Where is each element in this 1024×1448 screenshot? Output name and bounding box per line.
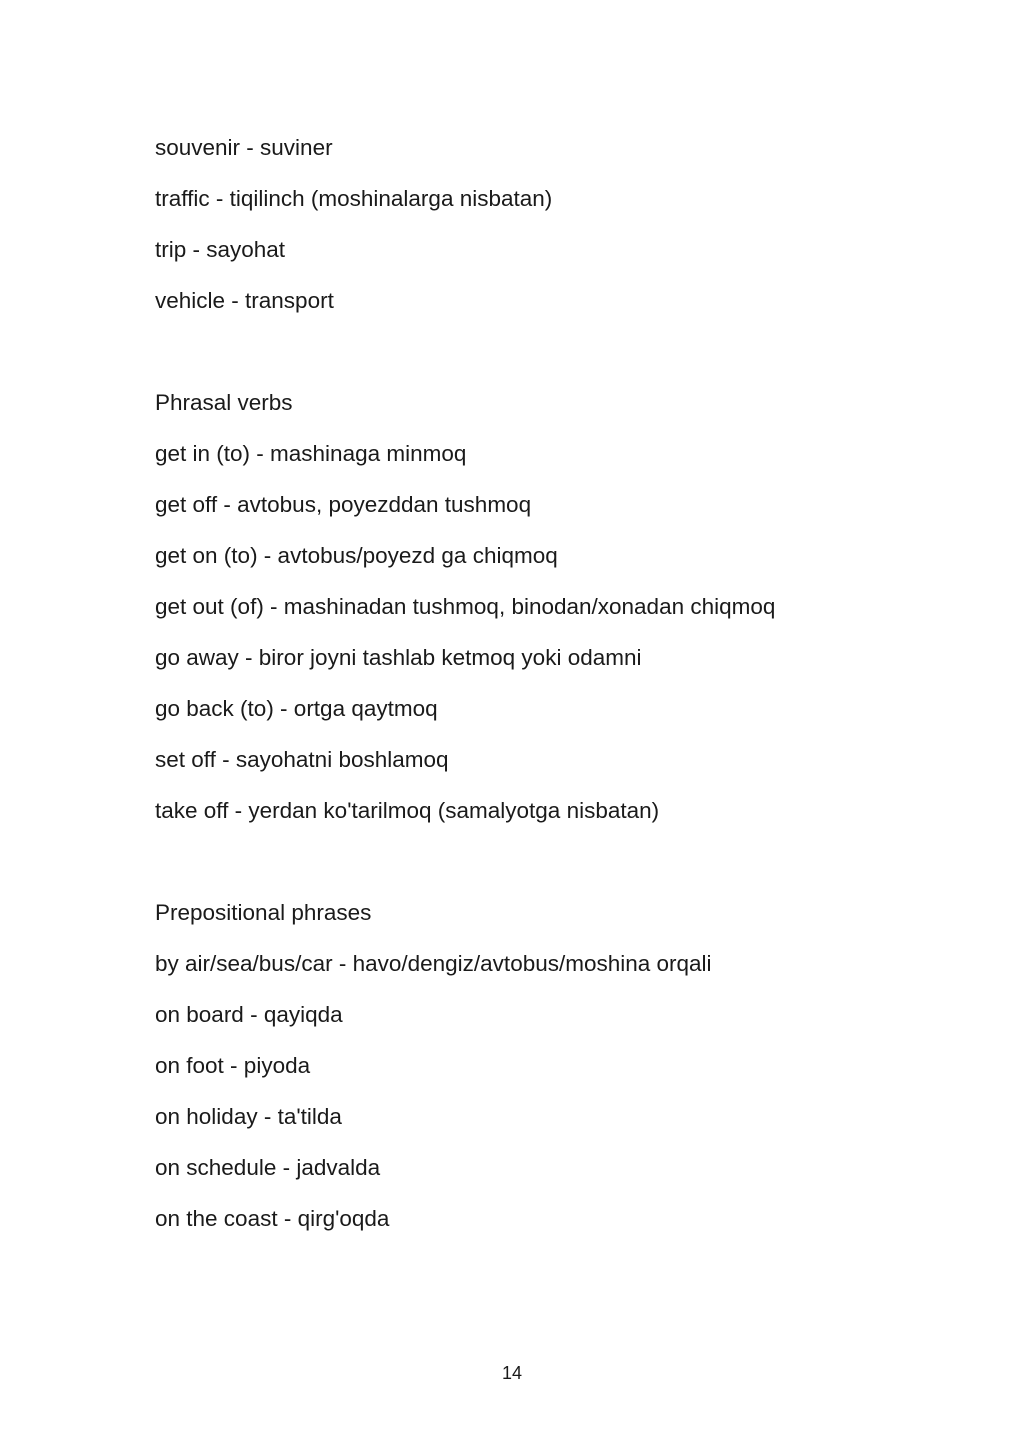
page-content (155, 122, 975, 1244)
vocabulary-item: trip - sayohat (155, 237, 286, 262)
section-spacer (155, 836, 975, 887)
phrasal-verb-item: get on (to) - avtobus/poyezd ga chiqmoq (155, 543, 558, 568)
prepositional-phrase-item: on foot - piyoda (155, 1053, 311, 1078)
prepositional-phrase-item: on board - qayiqda (155, 1002, 343, 1027)
phrasal-verb-item: go back (to) - ortga qaytmoq (155, 696, 438, 721)
section-heading-phrasal-verbs: Phrasal verbs (155, 390, 293, 415)
vocabulary-item: traffic - tiqilinch (moshinalarga nisbatan) (155, 186, 553, 211)
section-heading-prepositional-phrases: Prepositional phrases (155, 900, 372, 925)
vocabulary-item: vehicle - transport (155, 288, 334, 313)
prepositional-phrase-item: on schedule - jadvalda (155, 1155, 381, 1180)
phrasal-verb-item: set off - sayohatni boshlamoq (155, 747, 449, 772)
prepositional-phrase-item: on holiday - ta'tilda (155, 1104, 342, 1129)
phrasal-verb-item: get in (to) - mashinaga minmoq (155, 441, 467, 466)
section-spacer (155, 326, 975, 377)
page-number: 14 (501, 1363, 523, 1383)
prepositional-phrase-item: by air/sea/bus/car - havo/dengiz/avtobus/moshina orqali (155, 951, 712, 976)
phrasal-verb-item: get out (of) - mashinadan tushmoq, binodan/xonadan chiqmoq (155, 594, 776, 619)
phrasal-verb-item: get off - avtobus, poyezddan tushmoq (155, 492, 532, 517)
vocabulary-item: souvenir - suviner (155, 135, 333, 160)
phrasal-verb-item: take off - yerdan ko'tarilmoq (samalyotga nisbatan) (155, 798, 660, 823)
phrasal-verb-item: go away - biror joyni tashlab ketmoq yoki odamni (155, 645, 642, 670)
prepositional-phrase-item: on the coast - qirg'oqda (155, 1206, 390, 1231)
